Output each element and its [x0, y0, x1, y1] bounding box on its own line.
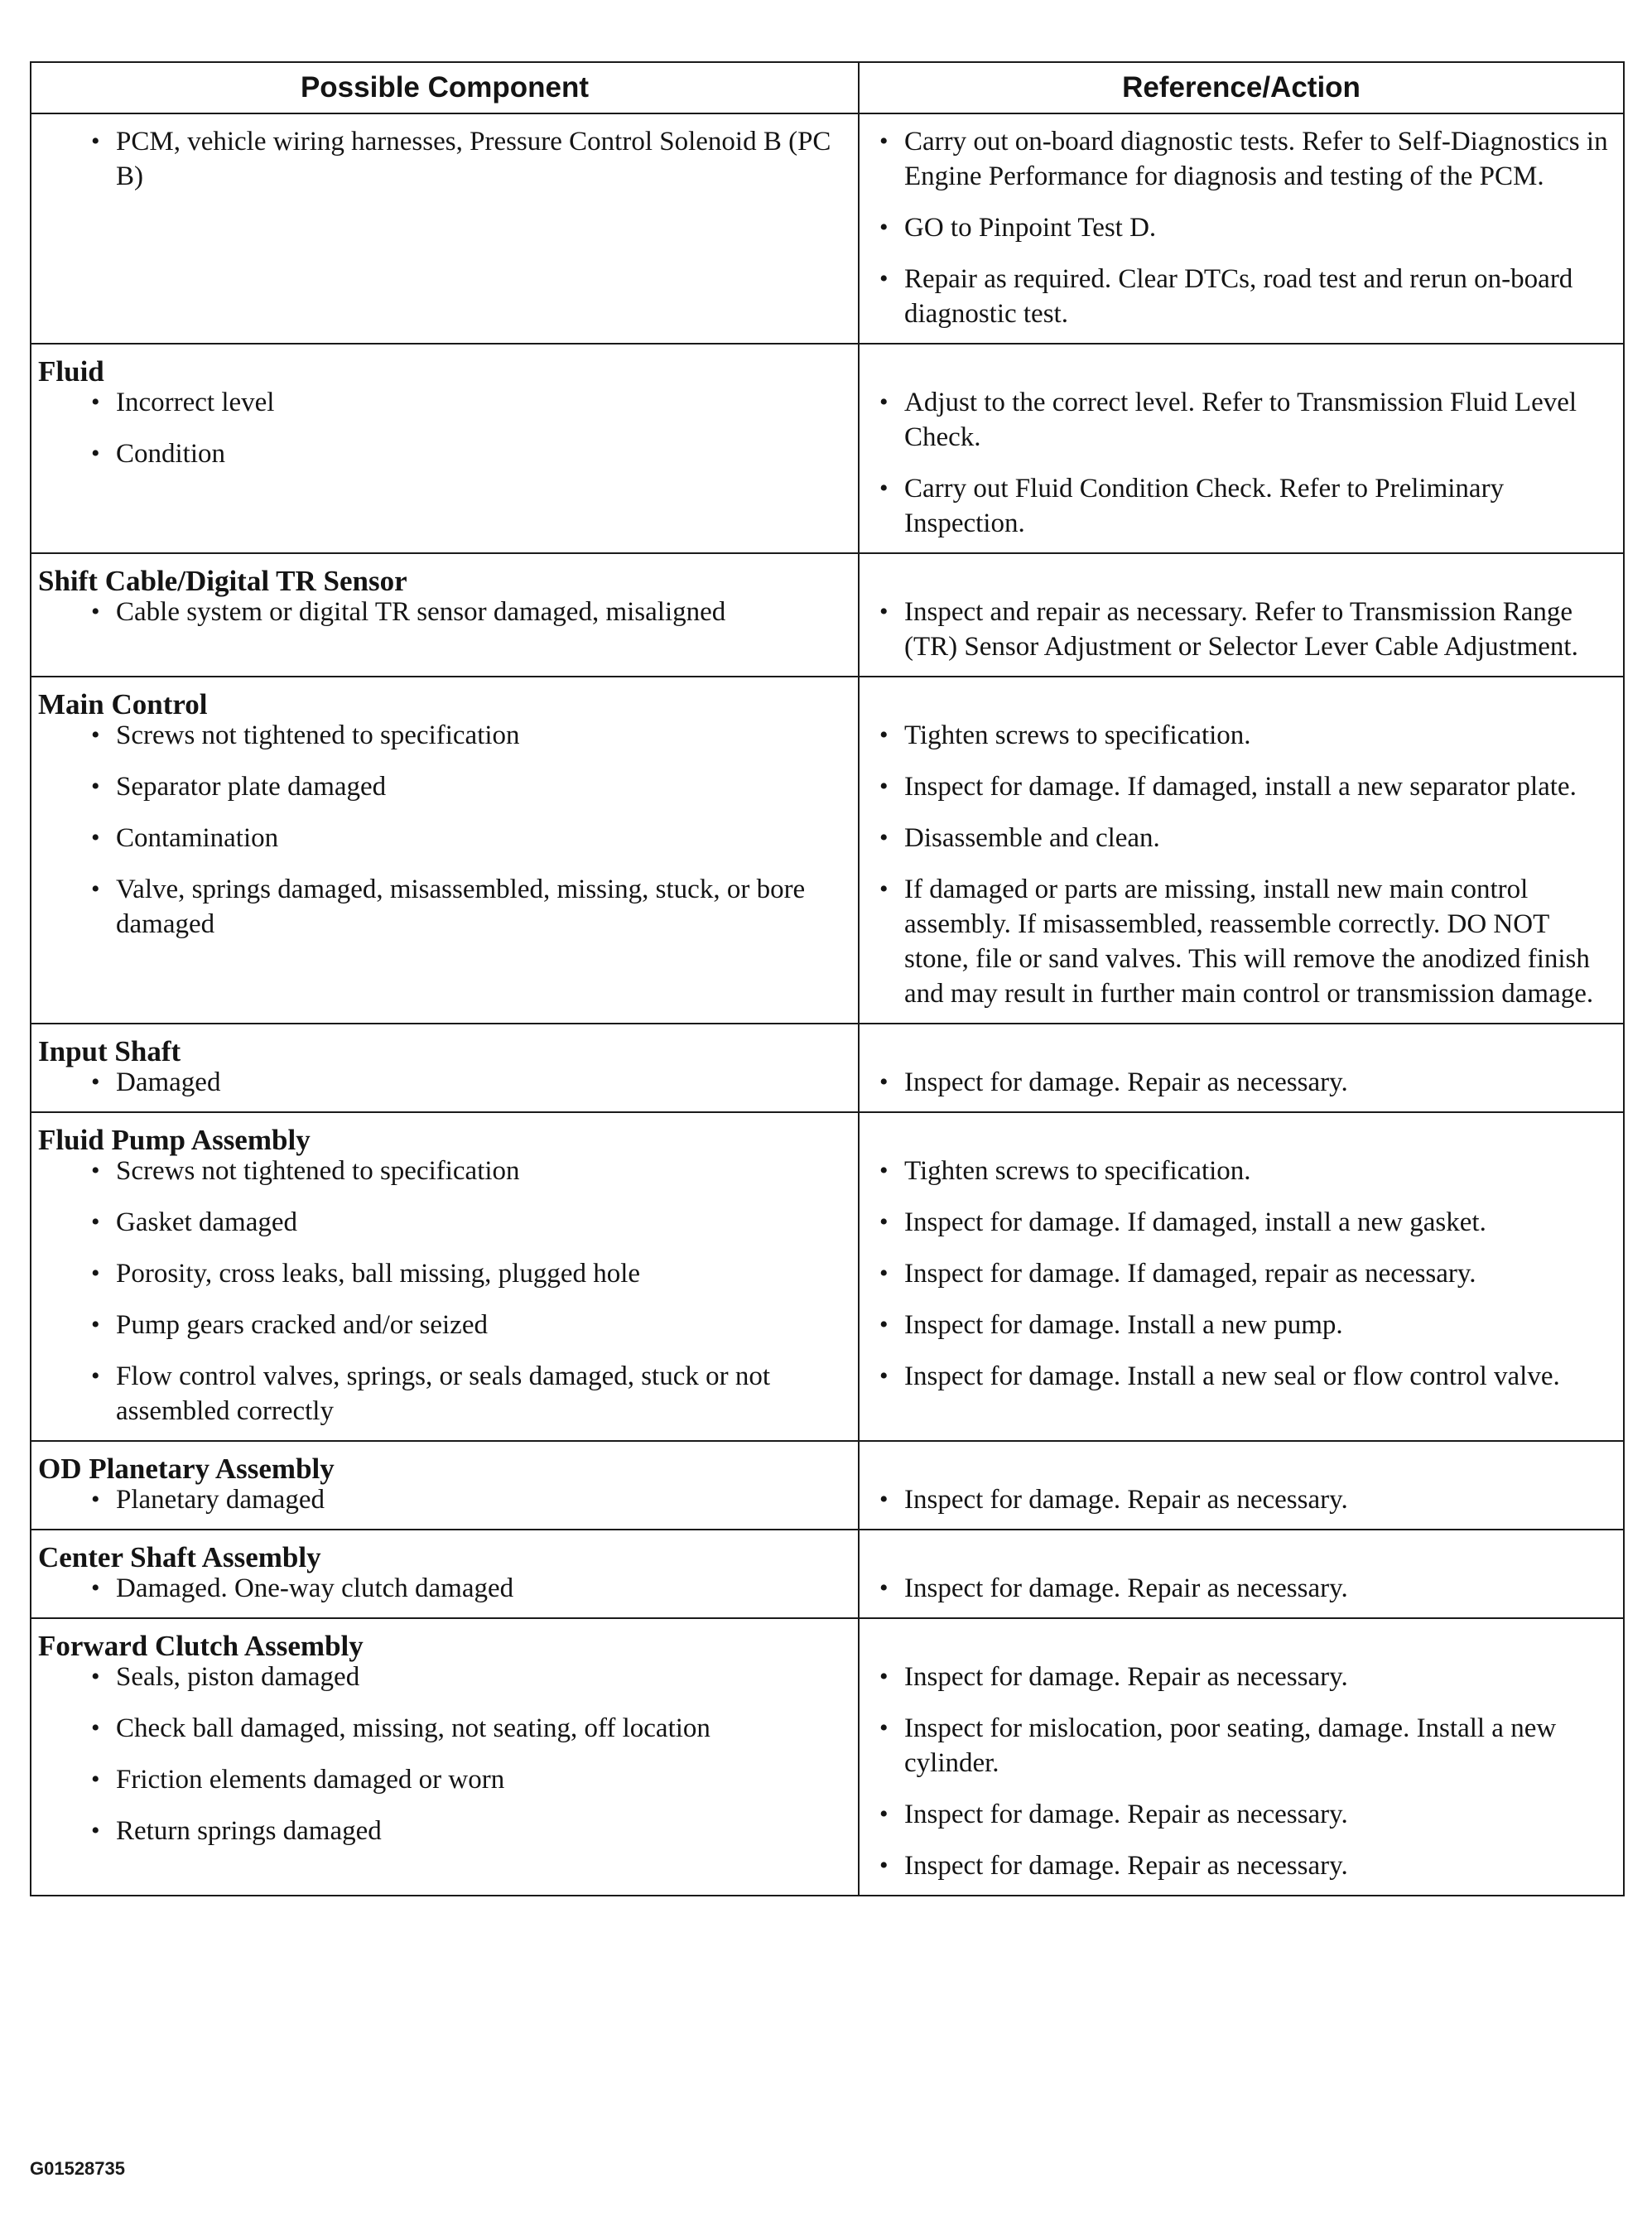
action-item	[860, 1660, 1623, 1694]
table-row	[31, 677, 1624, 1024]
component-item-text: Cable system or digital TR sensor damaged, misaligned	[116, 597, 726, 627]
group-title-spacer	[860, 554, 1623, 595]
group-title-spacer	[860, 1442, 1623, 1482]
action-item-text: GO to Pinpoint Test D.	[904, 213, 1157, 243]
bullet-icon: •	[91, 1574, 100, 1602]
row-padding	[860, 1517, 1623, 1529]
component-cell	[31, 1618, 859, 1896]
header-row	[31, 62, 1624, 113]
row-padding	[860, 1394, 1623, 1405]
group-title-spacer	[860, 1530, 1623, 1571]
component-item-text: Pump gears cracked and/or seized	[116, 1310, 488, 1340]
component-item	[31, 385, 858, 420]
header-possible-component: Possible Component	[31, 62, 859, 113]
action-item	[860, 385, 1623, 455]
bullet-icon: •	[91, 388, 100, 416]
table-row	[31, 1112, 1624, 1441]
component-item	[31, 1256, 858, 1291]
bullet-icon: •	[879, 1574, 889, 1602]
action-item-text: Inspect for damage. Install a new seal or flow control valve.	[904, 1361, 1560, 1391]
component-item	[31, 769, 858, 804]
bullet-icon: •	[91, 598, 100, 625]
row-padding	[860, 1606, 1623, 1617]
bullet-icon: •	[879, 1663, 889, 1690]
table-row	[31, 553, 1624, 677]
row-padding	[860, 331, 1623, 343]
component-group-title: Fluid	[38, 355, 104, 388]
action-item-text: Inspect for damage. If damaged, install a new gasket.	[904, 1207, 1486, 1237]
component-item	[31, 436, 858, 471]
bullet-icon: •	[91, 1817, 100, 1844]
action-item-text: Inspect for damage. Repair as necessary.	[904, 1800, 1348, 1829]
bullet-icon: •	[91, 1766, 100, 1793]
action-item-text: Inspect and repair as necessary. Refer to Transmission Range (TR) Sensor Adjustment or Selector Lever Cable Adjustment.	[904, 597, 1578, 662]
action-cell	[859, 1024, 1624, 1112]
component-item-text: Condition	[116, 439, 226, 469]
bullet-icon: •	[879, 214, 889, 241]
component-item	[31, 1571, 858, 1606]
component-item-text: Flow control valves, springs, or seals damaged, stuck or not assembled correctly	[116, 1361, 771, 1426]
action-item-text: Inspect for damage. Repair as necessary.	[904, 1485, 1348, 1515]
action-item	[860, 821, 1623, 855]
bullet-icon: •	[91, 1157, 100, 1184]
action-item-text: Inspect for damage. Repair as necessary.	[904, 1573, 1348, 1603]
action-item	[860, 1256, 1623, 1291]
component-item	[31, 1205, 858, 1240]
header-reference-action: Reference/Action	[859, 62, 1624, 113]
bullet-icon: •	[879, 1311, 889, 1338]
table-row	[31, 1530, 1624, 1618]
bullet-icon: •	[879, 875, 889, 903]
component-item-text: Porosity, cross leaks, ball missing, plugged hole	[116, 1259, 641, 1289]
bullet-icon: •	[91, 440, 100, 467]
component-item	[31, 1482, 858, 1517]
component-item-text: Friction elements damaged or worn	[116, 1765, 505, 1795]
bullet-icon: •	[879, 721, 889, 749]
action-item	[860, 872, 1623, 1011]
bullet-icon: •	[91, 1260, 100, 1287]
action-item	[860, 1065, 1623, 1100]
row-padding	[860, 541, 1623, 552]
bullet-icon: •	[91, 721, 100, 749]
component-item	[31, 1814, 858, 1848]
bullet-icon: •	[879, 598, 889, 625]
action-cell	[859, 553, 1624, 677]
bullet-icon: •	[879, 824, 889, 851]
table-row	[31, 1024, 1624, 1112]
action-item-text: Inspect for damage. Install a new pump.	[904, 1310, 1343, 1340]
component-item-text: Separator plate damaged	[116, 772, 387, 802]
component-item-text: Screws not tightened to specification	[116, 720, 520, 750]
action-cell	[859, 1530, 1624, 1618]
action-item	[860, 124, 1623, 194]
action-cell	[859, 1441, 1624, 1530]
component-group-title: Fluid Pump Assembly	[38, 1124, 311, 1156]
action-cell	[859, 1112, 1624, 1441]
action-item-text: Inspect for damage. Repair as necessary.	[904, 1662, 1348, 1692]
row-padding	[860, 1100, 1623, 1111]
row-padding	[31, 1606, 858, 1617]
row-padding	[31, 1100, 858, 1111]
action-item-text: Inspect for damage. If damaged, repair as necessary.	[904, 1259, 1476, 1289]
action-item-text: Disassemble and clean.	[904, 823, 1160, 853]
bullet-icon: •	[879, 128, 889, 155]
bullet-icon: •	[91, 1362, 100, 1390]
bullet-icon: •	[879, 265, 889, 292]
component-item-text: PCM, vehicle wiring harnesses, Pressure Control Solenoid B (PC B)	[116, 127, 831, 191]
action-item	[860, 595, 1623, 664]
table-row	[31, 1618, 1624, 1896]
component-cell	[31, 1530, 859, 1618]
component-cell	[31, 553, 859, 677]
bullet-icon: •	[879, 475, 889, 502]
bullet-icon: •	[879, 1800, 889, 1828]
component-item-text: Screws not tightened to specification	[116, 1156, 520, 1186]
component-item-text: Valve, springs damaged, misassembled, missing, stuck, or bore damaged	[116, 875, 806, 939]
component-item-text: Damaged. One-way clutch damaged	[116, 1573, 514, 1603]
row-padding	[31, 194, 858, 205]
component-item	[31, 821, 858, 855]
component-item	[31, 1359, 858, 1429]
action-item-text: Carry out Fluid Condition Check. Refer to Preliminary Inspection.	[904, 474, 1505, 538]
component-group-title: Shift Cable/Digital TR Sensor	[38, 565, 407, 597]
component-item-text: Incorrect level	[116, 388, 275, 417]
component-item-text: Damaged	[116, 1067, 221, 1097]
component-item	[31, 872, 858, 942]
bullet-icon: •	[91, 1663, 100, 1690]
group-title-spacer	[860, 1113, 1623, 1154]
component-item	[31, 1711, 858, 1746]
action-item-text: Carry out on-board diagnostic tests. Refer to Self-Diagnostics in Engine Performance for diagnosis and testing of the PCM.	[904, 127, 1608, 191]
component-group-title: Forward Clutch Assembly	[38, 1630, 364, 1662]
action-item	[860, 1711, 1623, 1780]
action-item	[860, 1308, 1623, 1342]
action-item	[860, 718, 1623, 753]
group-title-spacer	[860, 1024, 1623, 1065]
component-item-text: Seals, piston damaged	[116, 1662, 360, 1692]
action-item-text: Tighten screws to specification.	[904, 1156, 1251, 1186]
action-item	[860, 1797, 1623, 1832]
bullet-icon: •	[879, 1260, 889, 1287]
action-item	[860, 1154, 1623, 1188]
action-item	[860, 210, 1623, 245]
bullet-icon: •	[879, 1486, 889, 1513]
component-group-title: Center Shaft Assembly	[38, 1541, 321, 1573]
action-item	[860, 1848, 1623, 1883]
action-item	[860, 1571, 1623, 1606]
table-body	[31, 113, 1624, 1896]
component-cell	[31, 1441, 859, 1530]
action-item-text: Inspect for damage. If damaged, install a new separator plate.	[904, 772, 1577, 802]
action-item	[860, 1205, 1623, 1240]
component-item	[31, 1762, 858, 1797]
action-item	[860, 1482, 1623, 1517]
diagnosis-table	[30, 61, 1625, 1896]
component-cell	[31, 344, 859, 553]
bullet-icon: •	[91, 1311, 100, 1338]
bullet-icon: •	[91, 824, 100, 851]
bullet-icon: •	[879, 1362, 889, 1390]
component-item	[31, 718, 858, 753]
group-title-spacer	[860, 1619, 1623, 1660]
component-cell	[31, 677, 859, 1024]
row-padding	[31, 1848, 858, 1860]
action-item	[860, 471, 1623, 541]
component-item-text: Contamination	[116, 823, 279, 853]
component-item	[31, 1308, 858, 1342]
action-cell	[859, 113, 1624, 344]
bullet-icon: •	[91, 1714, 100, 1742]
bullet-icon: •	[91, 1068, 100, 1096]
action-item	[860, 769, 1623, 804]
bullet-icon: •	[879, 1208, 889, 1236]
component-item-text: Return springs damaged	[116, 1816, 382, 1846]
diagnosis-sheet	[30, 61, 1623, 1896]
action-item	[860, 262, 1623, 331]
component-cell	[31, 1112, 859, 1441]
table-row	[31, 344, 1624, 553]
row-padding	[31, 942, 858, 953]
table-row	[31, 1441, 1624, 1530]
component-item-text: Gasket damaged	[116, 1207, 297, 1237]
bullet-icon: •	[879, 1852, 889, 1879]
row-padding	[860, 1011, 1623, 1023]
table-row	[31, 113, 1624, 344]
row-padding	[31, 471, 858, 483]
component-group-title: OD Planetary Assembly	[38, 1453, 335, 1485]
component-cell	[31, 113, 859, 344]
bullet-icon: •	[879, 1157, 889, 1184]
bullet-icon: •	[91, 128, 100, 155]
bullet-icon: •	[879, 773, 889, 800]
row-padding	[31, 629, 858, 641]
bullet-icon: •	[91, 773, 100, 800]
component-item	[31, 595, 858, 629]
action-item-text: Inspect for damage. Repair as necessary.	[904, 1851, 1348, 1881]
component-cell	[31, 1024, 859, 1112]
row-padding	[860, 1883, 1623, 1895]
bullet-icon: •	[879, 1714, 889, 1742]
component-group-title: Input Shaft	[38, 1035, 181, 1067]
action-item-text: Repair as required. Clear DTCs, road test and rerun on-board diagnostic test.	[904, 264, 1573, 329]
action-item-text: Inspect for damage. Repair as necessary.	[904, 1067, 1348, 1097]
action-cell	[859, 1618, 1624, 1896]
action-item-text: Adjust to the correct level. Refer to Transmission Fluid Level Check.	[904, 388, 1577, 452]
group-title-spacer	[860, 677, 1623, 718]
bullet-icon: •	[91, 1486, 100, 1513]
bullet-icon: •	[879, 388, 889, 416]
component-item-text: Check ball damaged, missing, not seating, off location	[116, 1713, 710, 1743]
bullet-icon: •	[91, 875, 100, 903]
group-title-spacer	[860, 345, 1623, 385]
action-item	[860, 1359, 1623, 1394]
bullet-icon: •	[879, 1068, 889, 1096]
bullet-icon: •	[91, 1208, 100, 1236]
component-item	[31, 1154, 858, 1188]
action-item-text: If damaged or parts are missing, install new main control assembly. If misassembled, reassemble correctly. DO NOT stone, file or sand valves. This will remove the anodized finish and may result in further main control or transmission damage.	[904, 875, 1594, 1009]
row-padding	[31, 1517, 858, 1529]
component-item	[31, 1065, 858, 1100]
component-group-title: Main Control	[38, 688, 208, 720]
action-cell	[859, 677, 1624, 1024]
component-item	[31, 124, 858, 194]
action-item-text: Inspect for mislocation, poor seating, damage. Install a new cylinder.	[904, 1713, 1557, 1778]
row-padding	[31, 1429, 858, 1440]
component-item	[31, 1660, 858, 1694]
component-item-text: Planetary damaged	[116, 1485, 325, 1515]
figure-code: G01528735	[30, 2158, 125, 2179]
action-item-text: Tighten screws to specification.	[904, 720, 1251, 750]
action-cell	[859, 344, 1624, 553]
row-padding	[860, 664, 1623, 676]
